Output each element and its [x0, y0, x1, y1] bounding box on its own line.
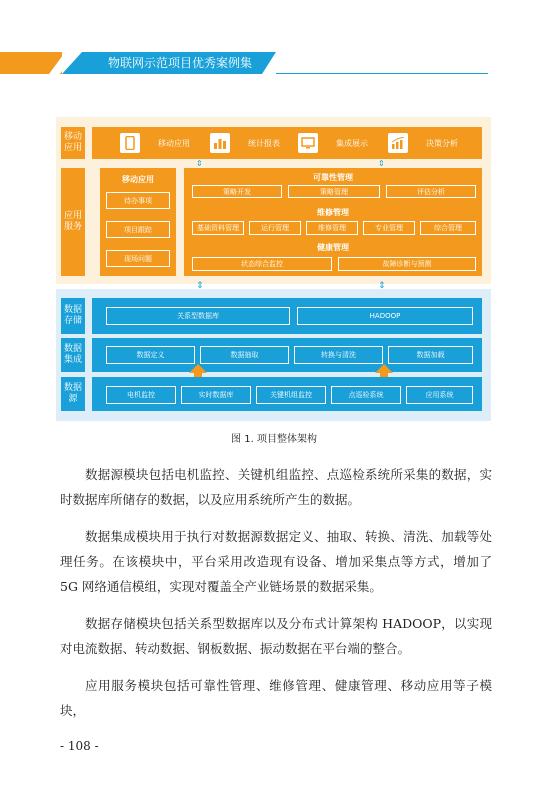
health-item: 故障诊断与预测: [338, 257, 476, 271]
row-label-data-source: 数据 源: [61, 377, 85, 411]
figure-caption: 图 1. 项目整体架构: [231, 434, 317, 445]
health-title: 健康管理: [317, 243, 349, 252]
connector-arrow: ⇕: [196, 281, 204, 291]
top-item-display: 集成展示: [336, 139, 368, 148]
top-item-report: 统计报表: [248, 139, 280, 148]
maintenance-item: 基础资料管理: [192, 221, 244, 235]
paragraph: 应用服务模块包括可靠性管理、维修管理、健康管理、移动应用等子模块，: [60, 678, 492, 718]
row-label-app-service: 应用 服务: [61, 168, 85, 276]
integration-item: 数据抽取: [200, 346, 289, 364]
mobile-app-bar: [92, 127, 482, 159]
mobile-item: 现场问题: [106, 250, 170, 267]
integration-item: 数据定义: [106, 346, 195, 364]
row-label-data-integration: 数据 集成: [61, 338, 85, 372]
maintenance-title: 维修管理: [317, 208, 349, 217]
storage-item: HADOOP: [297, 307, 473, 325]
maintenance-item: 专业管理: [363, 221, 415, 235]
connector-arrow: ⇕: [378, 159, 385, 168]
mobile-item: 待办事项: [106, 192, 170, 209]
row-label-data-storage: 数据 存储: [61, 298, 85, 334]
paragraph: 数据存储模块包括关系型数据库以及分布式计算架构 HADOOP，以实现对电流数据、转动数据、钢板数据、振动数据在平台端的整合。: [60, 616, 492, 656]
source-item: 电机监控: [106, 386, 176, 404]
trend-chart-icon: [388, 133, 408, 153]
paragraph: 数据集成模块用于执行对数据源数据定义、抽取、转换、清洗、加载等处理任务。在该模块中，平台采用改造现有设备、增加采集点等方式，增加了 5G 网络通信模组，实现对覆盖全产业链场景的数据采集。: [60, 529, 492, 594]
page-number: - 108 -: [60, 739, 99, 753]
monitor-icon: [298, 133, 318, 153]
maintenance-item: 维修管理: [306, 221, 358, 235]
source-item: 点巡检系统: [331, 386, 401, 404]
source-item: 实时数据库: [181, 386, 251, 404]
mobile-item: 项目跟踪: [106, 221, 170, 238]
header-rule: [276, 73, 488, 74]
reliability-item: 策略开发: [192, 185, 282, 198]
integration-item: 数据加载: [388, 346, 473, 364]
connector-arrow: ⇕: [196, 159, 203, 168]
reliability-item: 评估分析: [386, 185, 476, 198]
maintenance-item: 运行管理: [249, 221, 301, 235]
paragraph: 数据源模块包括电机监控、关键机组监控、点巡检系统所采集的数据，实时数据库所储存的数据，以及应用系统所产生的数据。: [60, 467, 492, 507]
integration-item: 转换与清洗: [294, 346, 383, 364]
health-item: 状态综合监控: [192, 257, 332, 271]
header-title: 物联网示范项目优秀案例集: [108, 56, 253, 70]
storage-item: 关系型数据库: [106, 307, 290, 325]
source-item: 关键机组监控: [256, 386, 326, 404]
row-label-mobile-app: 移动 应用: [61, 127, 85, 159]
connector-arrow: ⇕: [378, 281, 386, 291]
phone-icon: [120, 133, 140, 153]
reliability-title: 可靠性管理: [313, 173, 353, 182]
bar-chart-icon: [210, 133, 230, 153]
top-item-decision: 决策分析: [426, 139, 458, 148]
top-item-mobile: 移动应用: [158, 139, 190, 148]
mobile-app-title: 移动应用: [122, 175, 154, 184]
maintenance-item: 综合管理: [420, 221, 476, 235]
source-item: 应用系统: [406, 386, 473, 404]
reliability-item: 策略管理: [288, 185, 380, 198]
